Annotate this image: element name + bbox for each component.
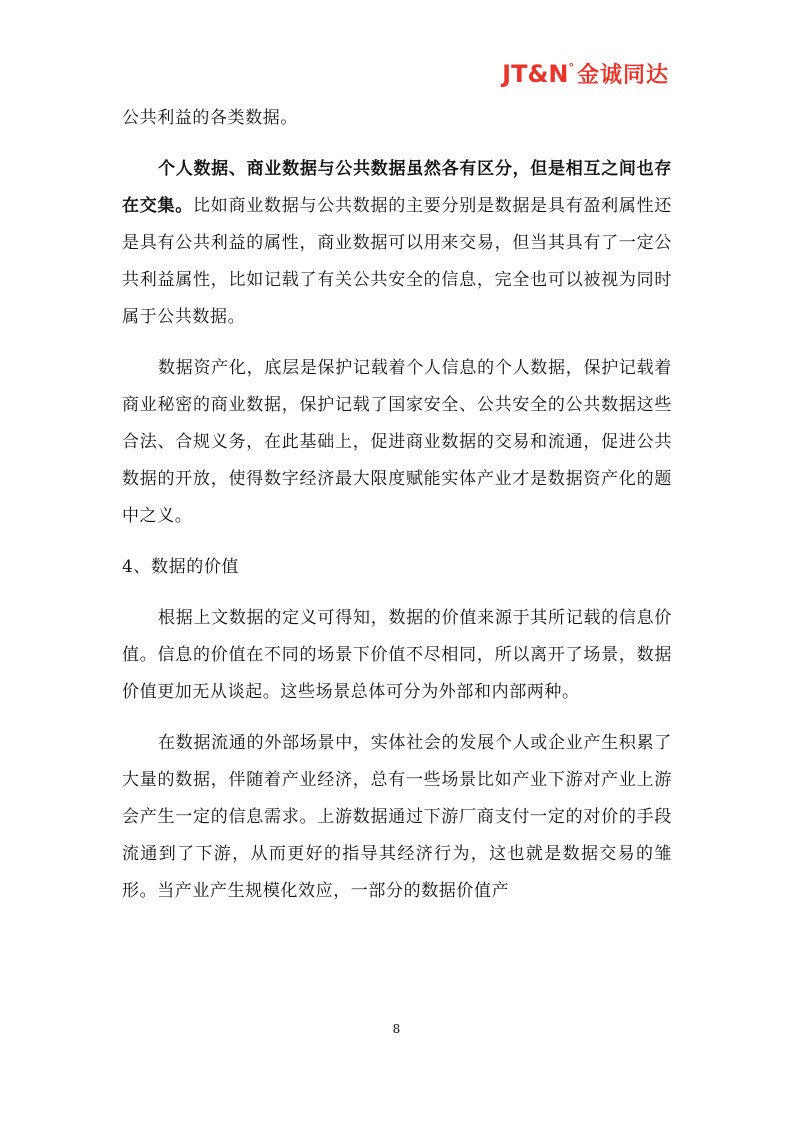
bold-lead-sentence: 个人数据、商业数据与公共数据虽然各有区分，但是相互之间也存在交集。: [122, 159, 672, 216]
section-heading: 4、数据的价值: [122, 557, 240, 577]
paragraph-data-assetization: 数据资产化，底层是保护记载着个人信息的个人数据，保护记载着商业秘密的商业数据，保护记载了国家安全、公共安全的公共数据这些合法、合规义务，在此基础上，促进商业数据的交易和流通，促进公共数据的开放，使得数字经济最大限度赋能实体产业才是数据资产化的题中之义。: [122, 358, 672, 526]
logo-chinese-text: 金诚同达: [576, 63, 669, 88]
paragraph-continuation: 公共利益的各类数据。: [122, 108, 298, 128]
paragraph-data-value-source: 根据上文数据的定义可得知，数据的价值来源于其所记载的信息价值。信息的价值在不同的场景下价值不尽相同，所以离开了场景，数据价值更加无从谈起。这些场景总体可分为外部和内部两种。: [122, 608, 672, 702]
page-number: 8: [392, 1022, 401, 1036]
paragraph-external-scenario: 在数据流通的外部场景中，实体社会的发展个人或企业产生积累了大量的数据，伴随着产业经济，总有一些场景比如产业下游对产业上游会产生一定的信息需求。上游数据通过下游厂商支付一定的对价的手段流通到了下游，从而更好的指导其经济行为，这也就是数据交易的雏形。当产业产生规模化效应，一部分的数据价值产: [122, 733, 672, 901]
paragraph-rest-text: 比如商业数据与公共数据的主要分别是数据是具有盈利属性还是具有公共利益的属性，商业数据可以用来交易，但当其具有了一定公共利益属性，比如记载了有关公共安全的信息，完全也可以被视为同时属于公共数据。: [122, 196, 673, 327]
logo-latin-text: JT&N: [502, 59, 569, 88]
logo-registered-mark: °: [568, 61, 574, 74]
paragraph-data-intersection: [122, 151, 672, 336]
brand-logo: [502, 58, 669, 89]
document-body: [122, 100, 672, 910]
